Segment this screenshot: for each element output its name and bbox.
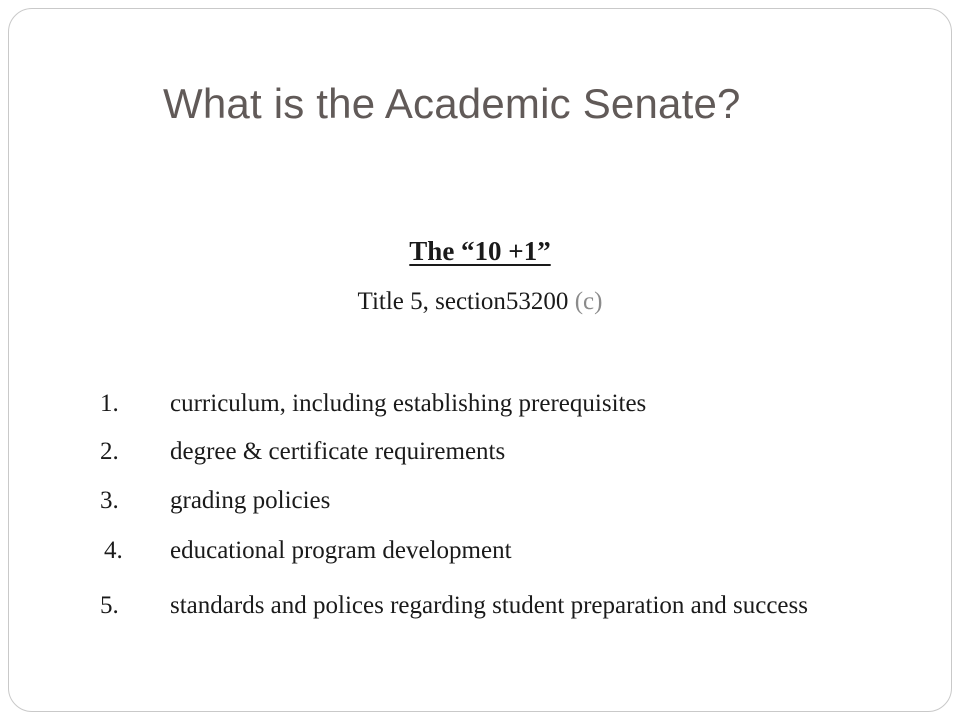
citation-paren: (c) [574, 288, 603, 315]
list-item-number: 3. [100, 487, 119, 514]
list-item-number: 1. [100, 390, 119, 417]
list-item-text: standards and polices regarding student preparation and success [170, 592, 808, 619]
citation-main: Title 5, section53200 [357, 288, 575, 315]
list-item-number: 2. [100, 438, 119, 465]
list-item-text: degree & certificate requirements [170, 438, 506, 465]
slide-title: What is the Academic Senate? [163, 80, 741, 127]
subheading-text: The “10 +1” [409, 236, 551, 266]
list-item-number: 5. [100, 592, 119, 619]
citation [0, 288, 960, 316]
list-item-text: curriculum, including establishing prerequisites [170, 390, 647, 417]
subheading [0, 236, 960, 267]
list-item-number: 4. [104, 537, 123, 564]
list-item-text: grading policies [170, 487, 331, 514]
list-item-text: educational program development [170, 537, 512, 564]
